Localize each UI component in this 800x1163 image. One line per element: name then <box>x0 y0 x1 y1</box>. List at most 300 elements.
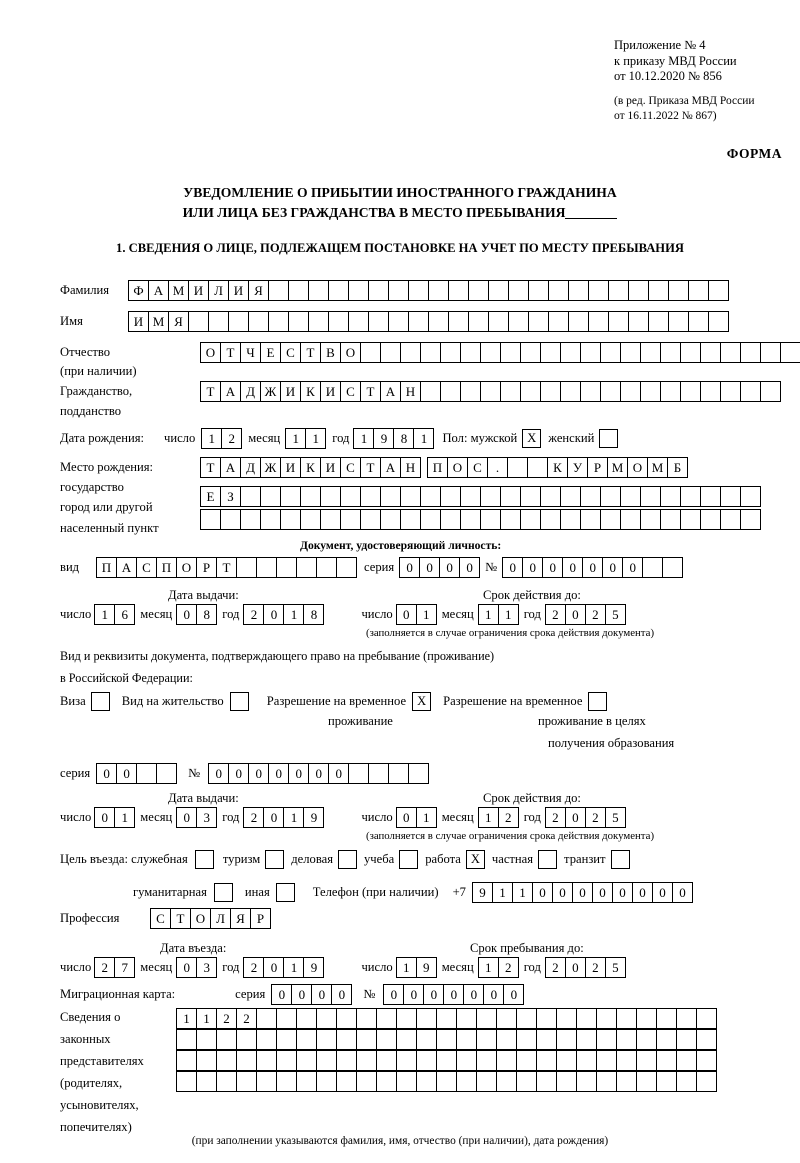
char-cell[interactable] <box>700 342 721 363</box>
char-cell[interactable] <box>308 280 329 301</box>
char-cell[interactable] <box>760 381 781 402</box>
char-cell[interactable] <box>320 486 341 507</box>
char-cell[interactable]: М <box>168 280 189 301</box>
char-cell[interactable] <box>600 486 621 507</box>
char-cell[interactable]: Н <box>400 381 421 402</box>
char-cell[interactable] <box>316 557 337 578</box>
char-cell[interactable]: 2 <box>243 957 264 978</box>
char-cell[interactable]: 0 <box>532 882 553 903</box>
char-cell[interactable]: 1 <box>478 957 499 978</box>
temp-residence-checkbox[interactable]: Х <box>412 692 431 711</box>
char-cell[interactable] <box>316 1050 337 1071</box>
purpose-other-checkbox[interactable] <box>276 883 295 902</box>
char-cell[interactable]: 0 <box>208 763 229 784</box>
char-cell[interactable] <box>360 486 381 507</box>
char-cell[interactable] <box>376 1050 397 1071</box>
char-cell[interactable]: 0 <box>291 984 312 1005</box>
char-cell[interactable]: У <box>567 457 588 478</box>
char-cell[interactable]: С <box>150 908 171 929</box>
char-cell[interactable] <box>300 486 321 507</box>
char-cell[interactable] <box>396 1050 417 1071</box>
char-cell[interactable]: Е <box>260 342 281 363</box>
char-cell[interactable]: 0 <box>565 604 586 625</box>
char-cell[interactable]: М <box>148 311 169 332</box>
char-cell[interactable]: 0 <box>96 763 117 784</box>
char-cell[interactable] <box>656 1008 677 1029</box>
char-cell[interactable] <box>308 311 329 332</box>
surname-input[interactable] <box>128 280 728 301</box>
char-cell[interactable] <box>400 486 421 507</box>
char-cell[interactable] <box>436 1008 457 1029</box>
char-cell[interactable] <box>256 1008 277 1029</box>
char-cell[interactable]: 1 <box>478 807 499 828</box>
char-cell[interactable] <box>368 280 389 301</box>
char-cell[interactable]: 0 <box>176 807 197 828</box>
char-cell[interactable]: 0 <box>263 957 284 978</box>
doc-issue-year-input[interactable] <box>243 604 323 625</box>
char-cell[interactable] <box>396 1071 417 1092</box>
char-cell[interactable] <box>508 280 529 301</box>
char-cell[interactable]: 0 <box>502 557 523 578</box>
doc-issue-day-input[interactable] <box>94 604 134 625</box>
purpose-humanitarian-checkbox[interactable] <box>214 883 233 902</box>
char-cell[interactable]: 1 <box>285 428 306 449</box>
char-cell[interactable] <box>576 1050 597 1071</box>
char-cell[interactable] <box>276 1029 297 1050</box>
char-cell[interactable] <box>740 509 761 530</box>
char-cell[interactable] <box>376 1029 397 1050</box>
char-cell[interactable] <box>276 1071 297 1092</box>
patronymic-input[interactable] <box>200 342 800 363</box>
char-cell[interactable] <box>288 311 309 332</box>
char-cell[interactable]: И <box>320 381 341 402</box>
char-cell[interactable] <box>436 1071 457 1092</box>
char-cell[interactable]: 0 <box>503 984 524 1005</box>
char-cell[interactable] <box>680 509 701 530</box>
residence-permit-checkbox[interactable] <box>230 692 249 711</box>
purpose-work-checkbox[interactable]: Х <box>466 850 485 869</box>
char-cell[interactable]: 0 <box>176 957 197 978</box>
char-cell[interactable]: 0 <box>612 882 633 903</box>
char-cell[interactable] <box>356 1029 377 1050</box>
char-cell[interactable]: 1 <box>201 428 222 449</box>
char-cell[interactable]: 0 <box>228 763 249 784</box>
char-cell[interactable]: 2 <box>498 807 519 828</box>
char-cell[interactable]: К <box>300 457 321 478</box>
stay-valid-day-input[interactable] <box>396 807 436 828</box>
char-cell[interactable]: 2 <box>585 604 606 625</box>
stay-valid-year-input[interactable] <box>545 807 625 828</box>
char-cell[interactable] <box>516 1071 537 1092</box>
char-cell[interactable] <box>676 1071 697 1092</box>
char-cell[interactable]: Т <box>220 342 241 363</box>
char-cell[interactable]: . <box>487 457 508 478</box>
char-cell[interactable] <box>496 1008 517 1029</box>
char-cell[interactable] <box>400 342 421 363</box>
char-cell[interactable] <box>428 280 449 301</box>
char-cell[interactable]: 0 <box>328 763 349 784</box>
char-cell[interactable] <box>456 1071 477 1092</box>
char-cell[interactable]: 2 <box>585 807 606 828</box>
char-cell[interactable] <box>500 381 521 402</box>
legal-rep-input-2[interactable] <box>176 1029 716 1050</box>
char-cell[interactable]: 2 <box>236 1008 257 1029</box>
char-cell[interactable]: 0 <box>423 984 444 1005</box>
char-cell[interactable] <box>188 311 209 332</box>
char-cell[interactable] <box>336 1029 357 1050</box>
char-cell[interactable]: Я <box>168 311 189 332</box>
char-cell[interactable] <box>500 509 521 530</box>
char-cell[interactable]: 0 <box>176 604 197 625</box>
char-cell[interactable]: 0 <box>116 763 137 784</box>
char-cell[interactable]: 0 <box>582 557 603 578</box>
char-cell[interactable]: 0 <box>311 984 332 1005</box>
char-cell[interactable]: 1 <box>413 428 434 449</box>
char-cell[interactable] <box>216 1050 237 1071</box>
char-cell[interactable] <box>507 457 528 478</box>
legal-rep-input-3[interactable] <box>176 1050 716 1071</box>
char-cell[interactable]: 0 <box>592 882 613 903</box>
char-cell[interactable]: 7 <box>114 957 135 978</box>
birthplace-city-input-row2[interactable] <box>200 486 760 507</box>
name-input[interactable] <box>128 311 728 332</box>
char-cell[interactable] <box>468 311 489 332</box>
char-cell[interactable] <box>480 342 501 363</box>
char-cell[interactable]: 1 <box>114 807 135 828</box>
char-cell[interactable]: 0 <box>565 957 586 978</box>
char-cell[interactable]: Т <box>216 557 237 578</box>
entry-year-input[interactable] <box>243 957 323 978</box>
char-cell[interactable] <box>336 1008 357 1029</box>
sex-male-checkbox[interactable]: Х <box>522 429 541 448</box>
char-cell[interactable]: 0 <box>602 557 623 578</box>
purpose-transit-checkbox[interactable] <box>611 850 630 869</box>
char-cell[interactable] <box>616 1008 637 1029</box>
char-cell[interactable]: М <box>647 457 668 478</box>
char-cell[interactable] <box>720 486 741 507</box>
char-cell[interactable]: 2 <box>585 957 606 978</box>
char-cell[interactable] <box>568 280 589 301</box>
char-cell[interactable]: Т <box>170 908 191 929</box>
char-cell[interactable] <box>408 763 429 784</box>
char-cell[interactable] <box>176 1071 197 1092</box>
char-cell[interactable]: З <box>220 486 241 507</box>
char-cell[interactable] <box>456 1029 477 1050</box>
char-cell[interactable] <box>336 1071 357 1092</box>
char-cell[interactable]: 3 <box>196 807 217 828</box>
char-cell[interactable]: Я <box>248 280 269 301</box>
char-cell[interactable] <box>720 509 741 530</box>
char-cell[interactable] <box>668 280 689 301</box>
char-cell[interactable]: 0 <box>443 984 464 1005</box>
char-cell[interactable]: 9 <box>472 882 493 903</box>
char-cell[interactable] <box>276 557 297 578</box>
char-cell[interactable] <box>616 1029 637 1050</box>
char-cell[interactable] <box>456 1008 477 1029</box>
char-cell[interactable] <box>540 486 561 507</box>
char-cell[interactable] <box>416 1029 437 1050</box>
char-cell[interactable] <box>640 342 661 363</box>
char-cell[interactable] <box>520 342 541 363</box>
char-cell[interactable]: 2 <box>221 428 242 449</box>
char-cell[interactable]: 0 <box>94 807 115 828</box>
char-cell[interactable] <box>216 1071 237 1092</box>
char-cell[interactable]: Л <box>210 908 231 929</box>
char-cell[interactable]: И <box>128 311 149 332</box>
doc-number-input[interactable] <box>502 557 682 578</box>
char-cell[interactable] <box>420 342 441 363</box>
char-cell[interactable] <box>440 486 461 507</box>
char-cell[interactable]: О <box>340 342 361 363</box>
char-cell[interactable] <box>288 280 309 301</box>
char-cell[interactable]: 0 <box>562 557 583 578</box>
char-cell[interactable] <box>640 381 661 402</box>
char-cell[interactable]: Ф <box>128 280 149 301</box>
char-cell[interactable] <box>520 509 541 530</box>
char-cell[interactable] <box>240 509 261 530</box>
char-cell[interactable]: 1 <box>283 807 304 828</box>
char-cell[interactable] <box>636 1029 657 1050</box>
char-cell[interactable] <box>660 342 681 363</box>
char-cell[interactable] <box>460 509 481 530</box>
char-cell[interactable] <box>336 557 357 578</box>
stay-end-month-input[interactable] <box>478 957 518 978</box>
char-cell[interactable]: А <box>220 381 241 402</box>
doc-valid-day-input[interactable] <box>396 604 436 625</box>
entry-day-input[interactable] <box>94 957 134 978</box>
char-cell[interactable] <box>500 342 521 363</box>
char-cell[interactable] <box>380 486 401 507</box>
char-cell[interactable] <box>680 342 701 363</box>
char-cell[interactable] <box>368 763 389 784</box>
char-cell[interactable] <box>360 509 381 530</box>
char-cell[interactable] <box>448 311 469 332</box>
char-cell[interactable] <box>576 1008 597 1029</box>
stay-issue-day-input[interactable] <box>94 807 134 828</box>
char-cell[interactable]: Ж <box>260 457 281 478</box>
char-cell[interactable] <box>276 1050 297 1071</box>
char-cell[interactable] <box>280 486 301 507</box>
char-cell[interactable]: 5 <box>605 957 626 978</box>
legal-rep-input-1[interactable] <box>176 1008 716 1029</box>
char-cell[interactable]: 0 <box>248 763 269 784</box>
char-cell[interactable] <box>440 342 461 363</box>
char-cell[interactable]: Р <box>587 457 608 478</box>
char-cell[interactable] <box>700 486 721 507</box>
char-cell[interactable] <box>296 1008 317 1029</box>
char-cell[interactable] <box>256 1050 277 1071</box>
char-cell[interactable] <box>276 1008 297 1029</box>
char-cell[interactable] <box>476 1029 497 1050</box>
char-cell[interactable] <box>580 381 601 402</box>
char-cell[interactable]: 0 <box>672 882 693 903</box>
char-cell[interactable]: 0 <box>542 557 563 578</box>
char-cell[interactable] <box>596 1029 617 1050</box>
char-cell[interactable]: 0 <box>403 984 424 1005</box>
char-cell[interactable] <box>396 1008 417 1029</box>
birthplace-country-input[interactable] <box>200 457 420 478</box>
char-cell[interactable] <box>268 280 289 301</box>
char-cell[interactable] <box>296 1071 317 1092</box>
char-cell[interactable]: И <box>280 457 301 478</box>
char-cell[interactable]: Б <box>667 457 688 478</box>
char-cell[interactable]: 1 <box>283 957 304 978</box>
char-cell[interactable] <box>616 1050 637 1071</box>
char-cell[interactable] <box>320 509 341 530</box>
char-cell[interactable] <box>260 509 281 530</box>
char-cell[interactable] <box>460 486 481 507</box>
char-cell[interactable] <box>560 486 581 507</box>
char-cell[interactable] <box>580 509 601 530</box>
char-cell[interactable]: 0 <box>459 557 480 578</box>
char-cell[interactable] <box>496 1050 517 1071</box>
char-cell[interactable]: А <box>380 381 401 402</box>
char-cell[interactable] <box>356 1071 377 1092</box>
char-cell[interactable] <box>496 1071 517 1092</box>
char-cell[interactable]: А <box>220 457 241 478</box>
char-cell[interactable] <box>720 342 741 363</box>
char-cell[interactable]: 1 <box>498 604 519 625</box>
char-cell[interactable] <box>216 1029 237 1050</box>
char-cell[interactable]: О <box>176 557 197 578</box>
mig-series-input[interactable] <box>271 984 351 1005</box>
char-cell[interactable] <box>420 486 441 507</box>
char-cell[interactable] <box>620 342 641 363</box>
char-cell[interactable]: 0 <box>396 604 417 625</box>
char-cell[interactable] <box>596 1008 617 1029</box>
char-cell[interactable] <box>328 311 349 332</box>
doc-series-input[interactable] <box>399 557 479 578</box>
char-cell[interactable]: К <box>300 381 321 402</box>
char-cell[interactable] <box>480 381 501 402</box>
char-cell[interactable] <box>588 311 609 332</box>
stay-valid-month-input[interactable] <box>478 807 518 828</box>
char-cell[interactable]: 2 <box>545 957 566 978</box>
char-cell[interactable] <box>600 381 621 402</box>
char-cell[interactable]: 0 <box>399 557 420 578</box>
char-cell[interactable] <box>460 381 481 402</box>
char-cell[interactable] <box>528 311 549 332</box>
char-cell[interactable]: 0 <box>331 984 352 1005</box>
char-cell[interactable] <box>236 1071 257 1092</box>
char-cell[interactable]: О <box>627 457 648 478</box>
char-cell[interactable]: О <box>200 342 221 363</box>
char-cell[interactable] <box>696 1008 717 1029</box>
char-cell[interactable]: 2 <box>94 957 115 978</box>
char-cell[interactable] <box>668 311 689 332</box>
char-cell[interactable] <box>628 311 649 332</box>
char-cell[interactable] <box>376 1008 397 1029</box>
char-cell[interactable]: Т <box>200 457 221 478</box>
char-cell[interactable] <box>596 1071 617 1092</box>
char-cell[interactable] <box>436 1029 457 1050</box>
char-cell[interactable]: 0 <box>439 557 460 578</box>
char-cell[interactable]: 2 <box>545 807 566 828</box>
char-cell[interactable] <box>628 280 649 301</box>
char-cell[interactable]: И <box>280 381 301 402</box>
char-cell[interactable]: П <box>427 457 448 478</box>
char-cell[interactable]: 1 <box>478 604 499 625</box>
char-cell[interactable] <box>476 1050 497 1071</box>
char-cell[interactable] <box>348 763 369 784</box>
char-cell[interactable] <box>456 1050 477 1071</box>
char-cell[interactable] <box>240 486 261 507</box>
char-cell[interactable]: А <box>116 557 137 578</box>
char-cell[interactable] <box>380 342 401 363</box>
char-cell[interactable] <box>420 381 441 402</box>
char-cell[interactable] <box>740 381 761 402</box>
char-cell[interactable] <box>388 280 409 301</box>
char-cell[interactable]: 0 <box>632 882 653 903</box>
char-cell[interactable] <box>256 1029 277 1050</box>
char-cell[interactable] <box>520 381 541 402</box>
char-cell[interactable] <box>480 486 501 507</box>
char-cell[interactable]: 1 <box>305 428 326 449</box>
char-cell[interactable] <box>576 1071 597 1092</box>
char-cell[interactable]: 3 <box>196 957 217 978</box>
legal-rep-input-4[interactable] <box>176 1071 716 1092</box>
char-cell[interactable] <box>660 486 681 507</box>
char-cell[interactable] <box>556 1071 577 1092</box>
char-cell[interactable] <box>536 1050 557 1071</box>
char-cell[interactable] <box>396 1029 417 1050</box>
char-cell[interactable] <box>720 381 741 402</box>
char-cell[interactable] <box>448 280 469 301</box>
temp-residence-edu-checkbox[interactable] <box>588 692 607 711</box>
purpose-study-checkbox[interactable] <box>399 850 418 869</box>
char-cell[interactable]: А <box>380 457 401 478</box>
char-cell[interactable]: 0 <box>463 984 484 1005</box>
mig-number-input[interactable] <box>383 984 523 1005</box>
char-cell[interactable] <box>620 509 641 530</box>
char-cell[interactable]: К <box>547 457 568 478</box>
char-cell[interactable] <box>656 1029 677 1050</box>
char-cell[interactable]: Я <box>230 908 251 929</box>
stay-series-input[interactable] <box>96 763 176 784</box>
char-cell[interactable]: 1 <box>416 807 437 828</box>
char-cell[interactable] <box>336 1050 357 1071</box>
char-cell[interactable] <box>516 1050 537 1071</box>
char-cell[interactable] <box>680 381 701 402</box>
char-cell[interactable] <box>416 1050 437 1071</box>
char-cell[interactable] <box>316 1008 337 1029</box>
char-cell[interactable] <box>608 280 629 301</box>
char-cell[interactable] <box>200 509 221 530</box>
char-cell[interactable] <box>640 486 661 507</box>
char-cell[interactable] <box>676 1050 697 1071</box>
char-cell[interactable]: С <box>467 457 488 478</box>
char-cell[interactable]: А <box>148 280 169 301</box>
purpose-private-checkbox[interactable] <box>538 850 557 869</box>
birthplace-city-input-row3[interactable] <box>200 509 760 530</box>
stay-issue-month-input[interactable] <box>176 807 216 828</box>
char-cell[interactable]: 9 <box>373 428 394 449</box>
char-cell[interactable]: 1 <box>176 1008 197 1029</box>
doc-kind-input[interactable] <box>96 557 356 578</box>
char-cell[interactable] <box>296 1050 317 1071</box>
char-cell[interactable] <box>740 342 761 363</box>
char-cell[interactable]: Т <box>360 381 381 402</box>
char-cell[interactable] <box>408 280 429 301</box>
birthplace-city-input-row1[interactable] <box>427 457 687 478</box>
char-cell[interactable]: П <box>156 557 177 578</box>
char-cell[interactable] <box>196 1071 217 1092</box>
stay-end-day-input[interactable] <box>396 957 436 978</box>
sex-female-checkbox[interactable] <box>599 429 618 448</box>
char-cell[interactable] <box>316 1071 337 1092</box>
char-cell[interactable]: О <box>190 908 211 929</box>
phone-input[interactable] <box>472 882 692 903</box>
